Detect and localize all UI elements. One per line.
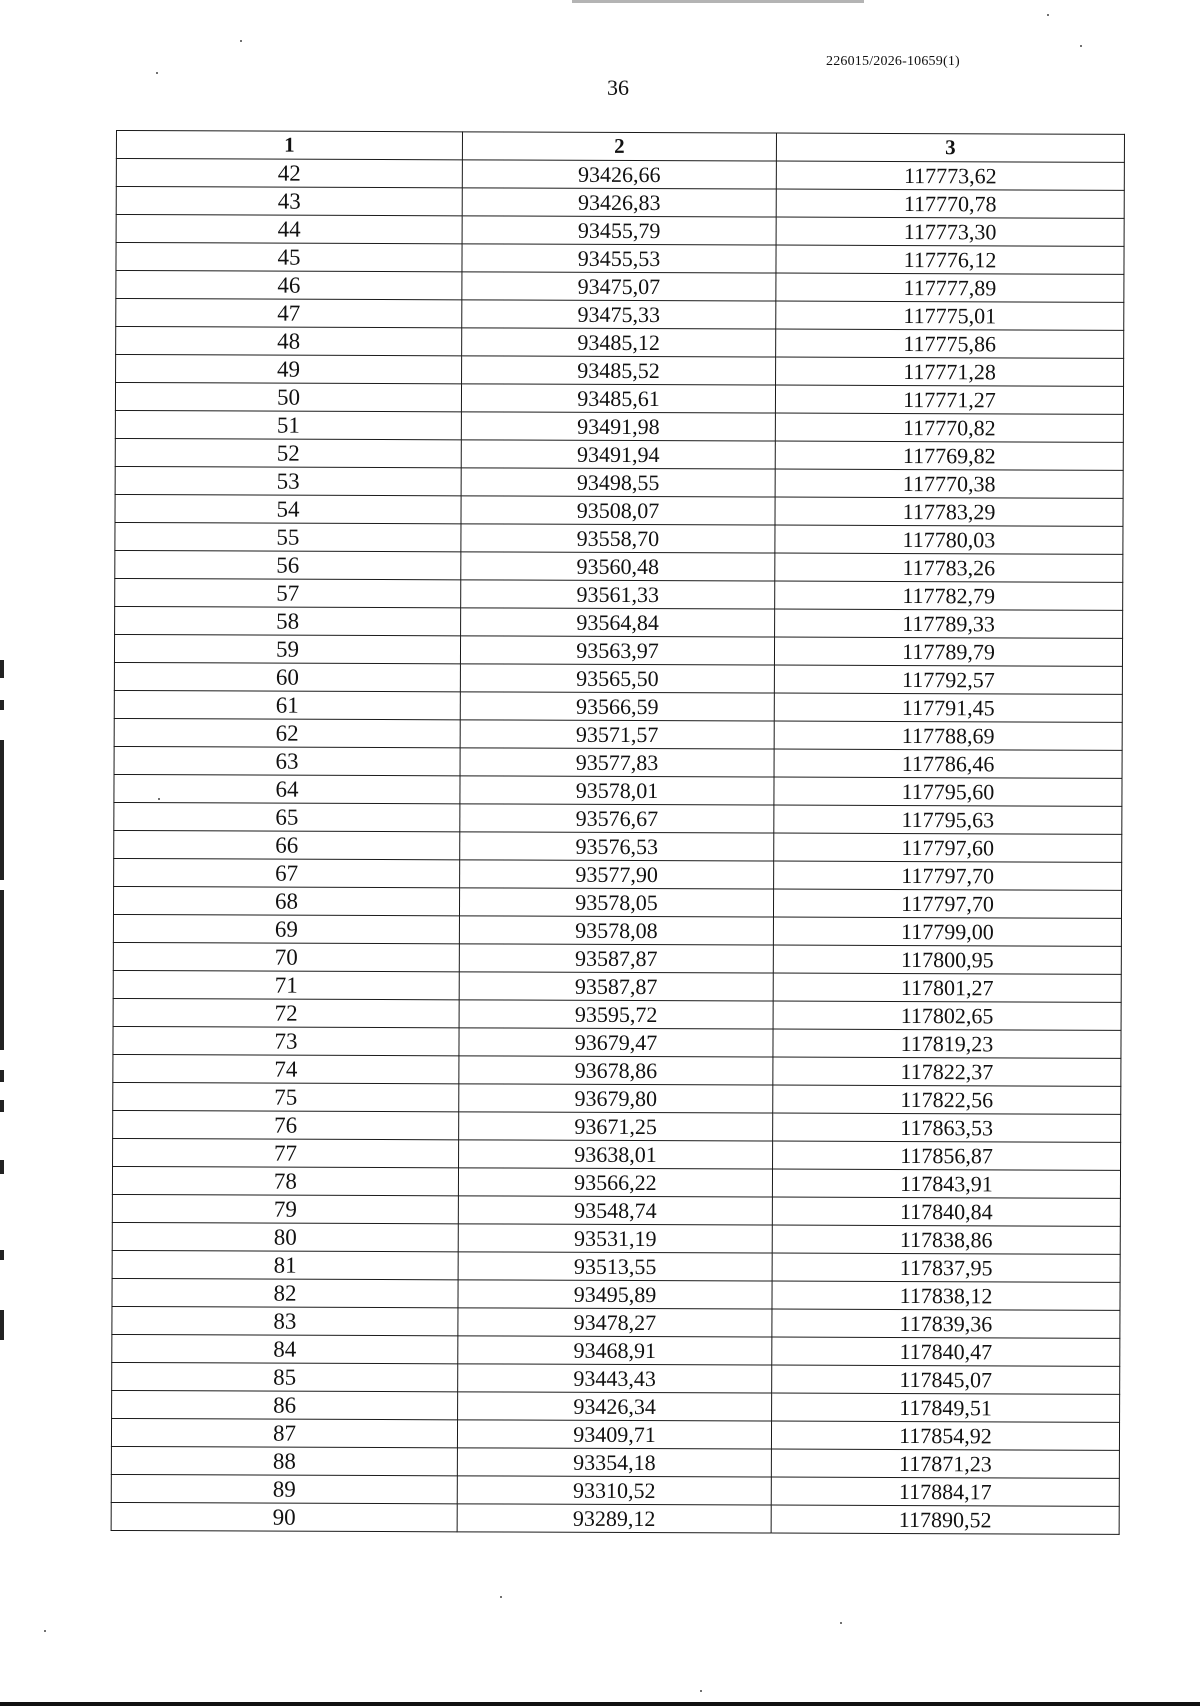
table-row xyxy=(114,830,1122,862)
x-coordinate-cell: 93671,25 xyxy=(459,1112,773,1141)
table-row xyxy=(113,1054,1121,1086)
table-row xyxy=(112,1334,1120,1366)
table-row xyxy=(111,1474,1119,1506)
table-row xyxy=(111,1502,1119,1534)
y-coordinate-cell: 117789,79 xyxy=(774,637,1122,666)
y-coordinate-cell: 117771,27 xyxy=(775,385,1123,414)
x-coordinate-cell: 93443,43 xyxy=(458,1364,772,1393)
point-number-cell: 53 xyxy=(115,466,461,495)
y-coordinate-cell: 117856,87 xyxy=(773,1141,1121,1170)
x-coordinate-cell: 93531,19 xyxy=(458,1224,772,1253)
page-number: 36 xyxy=(607,75,629,100)
table-row xyxy=(113,914,1121,946)
point-number-cell: 62 xyxy=(114,718,460,747)
column-header-2: 2 xyxy=(462,132,776,161)
table-row xyxy=(111,1418,1119,1450)
y-coordinate-cell: 117890,52 xyxy=(771,1505,1119,1534)
y-coordinate-cell: 117840,84 xyxy=(772,1197,1120,1226)
point-number-cell: 79 xyxy=(112,1194,458,1223)
table-row xyxy=(115,410,1123,442)
x-coordinate-cell: 93409,71 xyxy=(457,1420,771,1449)
table-row xyxy=(114,802,1122,834)
table-row xyxy=(116,215,1124,247)
point-number-cell: 47 xyxy=(116,299,462,328)
y-coordinate-cell: 117775,86 xyxy=(776,329,1124,358)
y-coordinate-cell: 117797,70 xyxy=(773,889,1121,918)
x-coordinate-cell: 93426,66 xyxy=(462,160,776,189)
x-coordinate-cell: 93566,59 xyxy=(460,692,774,721)
table-row xyxy=(115,438,1123,470)
y-coordinate-cell: 117788,69 xyxy=(774,721,1122,750)
table-row xyxy=(112,1362,1120,1394)
point-number-cell: 68 xyxy=(113,886,459,915)
point-number-cell: 71 xyxy=(113,970,459,999)
x-coordinate-cell: 93485,12 xyxy=(462,328,776,357)
x-coordinate-cell: 93513,55 xyxy=(458,1252,772,1281)
point-number-cell: 73 xyxy=(113,1026,459,1055)
coordinates-table xyxy=(111,130,1125,1535)
document-reference-number: 226015/2026-10659(1) xyxy=(826,54,960,69)
x-coordinate-cell: 93498,55 xyxy=(461,468,775,497)
y-coordinate-cell: 117777,89 xyxy=(776,273,1124,302)
table-row xyxy=(112,1306,1120,1338)
header-scan-artifact xyxy=(572,0,864,3)
x-coordinate-cell: 93558,70 xyxy=(461,524,775,553)
table-row xyxy=(115,578,1123,610)
table-row xyxy=(112,1194,1120,1226)
point-number-cell: 90 xyxy=(111,1502,457,1531)
x-coordinate-cell: 93565,50 xyxy=(460,664,774,693)
x-coordinate-cell: 93566,22 xyxy=(458,1168,772,1197)
x-coordinate-cell: 93478,27 xyxy=(458,1308,772,1337)
scan-speck xyxy=(500,1596,502,1598)
table-row xyxy=(114,858,1122,890)
point-number-cell: 55 xyxy=(115,522,461,551)
y-coordinate-cell: 117802,65 xyxy=(773,1001,1121,1030)
y-coordinate-cell: 117840,47 xyxy=(772,1337,1120,1366)
table-row xyxy=(112,1278,1120,1310)
x-coordinate-cell: 93426,83 xyxy=(462,188,776,217)
y-coordinate-cell: 117770,78 xyxy=(776,189,1124,218)
x-coordinate-cell: 93578,08 xyxy=(459,916,773,945)
table-row xyxy=(114,746,1122,778)
scan-speck xyxy=(240,40,242,42)
table-row xyxy=(116,327,1124,359)
x-coordinate-cell: 93455,79 xyxy=(462,216,776,245)
scan-speck xyxy=(1080,45,1082,47)
y-coordinate-cell: 117849,51 xyxy=(772,1393,1120,1422)
scan-speck xyxy=(44,1630,46,1632)
point-number-cell: 85 xyxy=(112,1362,458,1391)
y-coordinate-cell: 117843,91 xyxy=(772,1169,1120,1198)
table-row xyxy=(115,550,1123,582)
table-header xyxy=(116,131,1124,163)
point-number-cell: 61 xyxy=(114,690,460,719)
table-header-row xyxy=(116,131,1124,163)
table-row xyxy=(115,522,1123,554)
point-number-cell: 45 xyxy=(116,243,462,272)
x-coordinate-cell: 93576,53 xyxy=(460,832,774,861)
x-coordinate-cell: 93495,89 xyxy=(458,1280,772,1309)
x-coordinate-cell: 93548,74 xyxy=(458,1196,772,1225)
x-coordinate-cell: 93560,48 xyxy=(461,552,775,581)
scan-speck xyxy=(1047,14,1049,16)
y-coordinate-cell: 117773,62 xyxy=(776,161,1124,190)
table-row xyxy=(116,159,1124,191)
y-coordinate-cell: 117871,23 xyxy=(771,1449,1119,1478)
table-row xyxy=(113,886,1121,918)
y-coordinate-cell: 117770,82 xyxy=(775,413,1123,442)
x-coordinate-cell: 93679,47 xyxy=(459,1028,773,1057)
scan-edge-mark xyxy=(0,660,4,678)
y-coordinate-cell: 117819,23 xyxy=(773,1029,1121,1058)
point-number-cell: 86 xyxy=(112,1390,458,1419)
y-coordinate-cell: 117797,70 xyxy=(774,861,1122,890)
y-coordinate-cell: 117839,36 xyxy=(772,1309,1120,1338)
point-number-cell: 83 xyxy=(112,1306,458,1335)
table-row xyxy=(112,1250,1120,1282)
y-coordinate-cell: 117791,45 xyxy=(774,693,1122,722)
point-number-cell: 76 xyxy=(113,1110,459,1139)
point-number-cell: 66 xyxy=(114,830,460,859)
scan-edge-mark xyxy=(0,890,4,1050)
scan-edge-mark xyxy=(0,1070,4,1082)
table-row xyxy=(115,383,1123,415)
table-row xyxy=(116,187,1124,219)
x-coordinate-cell: 93426,34 xyxy=(458,1392,772,1421)
y-coordinate-cell: 117780,03 xyxy=(775,525,1123,554)
table-row xyxy=(112,1390,1120,1422)
table-body xyxy=(111,159,1124,1535)
x-coordinate-cell: 93485,52 xyxy=(462,356,776,385)
y-coordinate-cell: 117773,30 xyxy=(776,217,1124,246)
point-number-cell: 43 xyxy=(116,187,462,216)
y-coordinate-cell: 117771,28 xyxy=(776,357,1124,386)
table-row xyxy=(116,355,1124,387)
table-row xyxy=(113,970,1121,1002)
point-number-cell: 74 xyxy=(113,1054,459,1083)
x-coordinate-cell: 93468,91 xyxy=(458,1336,772,1365)
y-coordinate-cell: 117775,01 xyxy=(776,301,1124,330)
x-coordinate-cell: 93595,72 xyxy=(459,1000,773,1029)
point-number-cell: 51 xyxy=(115,410,461,439)
y-coordinate-cell: 117801,27 xyxy=(773,973,1121,1002)
x-coordinate-cell: 93578,01 xyxy=(460,776,774,805)
point-number-cell: 89 xyxy=(111,1474,457,1503)
point-number-cell: 82 xyxy=(112,1278,458,1307)
y-coordinate-cell: 117854,92 xyxy=(771,1421,1119,1450)
x-coordinate-cell: 93475,33 xyxy=(462,300,776,329)
y-coordinate-cell: 117769,82 xyxy=(775,441,1123,470)
table-row xyxy=(115,606,1123,638)
table-row xyxy=(113,1026,1121,1058)
table-row xyxy=(113,1110,1121,1142)
y-coordinate-cell: 117884,17 xyxy=(771,1477,1119,1506)
scan-edge-mark xyxy=(0,1100,4,1112)
table-row xyxy=(113,998,1121,1030)
table-row xyxy=(116,243,1124,275)
scan-edge-mark xyxy=(0,1250,4,1260)
y-coordinate-cell: 117776,12 xyxy=(776,245,1124,274)
x-coordinate-cell: 93455,53 xyxy=(462,244,776,273)
table-row xyxy=(114,662,1122,694)
x-coordinate-cell: 93587,87 xyxy=(459,972,773,1001)
point-number-cell: 58 xyxy=(115,606,461,635)
table-row xyxy=(113,1082,1121,1114)
table-row xyxy=(115,494,1123,526)
point-number-cell: 67 xyxy=(114,858,460,887)
table-row xyxy=(113,942,1121,974)
point-number-cell: 57 xyxy=(115,578,461,607)
x-coordinate-cell: 93491,94 xyxy=(461,440,775,469)
x-coordinate-cell: 93485,61 xyxy=(461,384,775,413)
x-coordinate-cell: 93576,67 xyxy=(460,804,774,833)
x-coordinate-cell: 93491,98 xyxy=(461,412,775,441)
scan-speck xyxy=(156,72,158,74)
table-row xyxy=(113,1138,1121,1170)
table-row xyxy=(114,634,1122,666)
point-number-cell: 64 xyxy=(114,774,460,803)
scan-speck xyxy=(700,1690,702,1692)
x-coordinate-cell: 93475,07 xyxy=(462,272,776,301)
point-number-cell: 54 xyxy=(115,494,461,523)
y-coordinate-cell: 117838,12 xyxy=(772,1281,1120,1310)
table-row xyxy=(114,774,1122,806)
table-row xyxy=(115,466,1123,498)
x-coordinate-cell: 93577,90 xyxy=(460,860,774,889)
point-number-cell: 78 xyxy=(112,1166,458,1195)
x-coordinate-cell: 93638,01 xyxy=(459,1140,773,1169)
x-coordinate-cell: 93561,33 xyxy=(461,580,775,609)
point-number-cell: 49 xyxy=(116,355,462,384)
point-number-cell: 48 xyxy=(116,327,462,356)
point-number-cell: 65 xyxy=(114,802,460,831)
y-coordinate-cell: 117795,60 xyxy=(774,777,1122,806)
point-number-cell: 88 xyxy=(111,1446,457,1475)
point-number-cell: 59 xyxy=(114,634,460,663)
table-row xyxy=(112,1166,1120,1198)
x-coordinate-cell: 93678,86 xyxy=(459,1056,773,1085)
x-coordinate-cell: 93587,87 xyxy=(459,944,773,973)
y-coordinate-cell: 117786,46 xyxy=(774,749,1122,778)
scan-edge-mark xyxy=(0,1160,4,1174)
column-header-3: 3 xyxy=(776,133,1124,162)
point-number-cell: 46 xyxy=(116,271,462,300)
table-row xyxy=(114,690,1122,722)
point-number-cell: 50 xyxy=(115,383,461,412)
y-coordinate-cell: 117792,57 xyxy=(774,665,1122,694)
y-coordinate-cell: 117789,33 xyxy=(775,609,1123,638)
x-coordinate-cell: 93578,05 xyxy=(459,888,773,917)
point-number-cell: 56 xyxy=(115,550,461,579)
x-coordinate-cell: 93679,80 xyxy=(459,1084,773,1113)
point-number-cell: 81 xyxy=(112,1250,458,1279)
scan-speck xyxy=(840,1622,842,1624)
y-coordinate-cell: 117845,07 xyxy=(772,1365,1120,1394)
point-number-cell: 80 xyxy=(112,1222,458,1251)
y-coordinate-cell: 117800,95 xyxy=(773,945,1121,974)
table-row xyxy=(116,299,1124,331)
point-number-cell: 60 xyxy=(114,662,460,691)
y-coordinate-cell: 117822,56 xyxy=(773,1085,1121,1114)
x-coordinate-cell: 93564,84 xyxy=(461,608,775,637)
y-coordinate-cell: 117783,26 xyxy=(775,553,1123,582)
scan-edge-mark xyxy=(0,700,4,710)
scan-speck xyxy=(158,798,160,800)
y-coordinate-cell: 117822,37 xyxy=(773,1057,1121,1086)
point-number-cell: 42 xyxy=(116,159,462,188)
y-coordinate-cell: 117783,29 xyxy=(775,497,1123,526)
x-coordinate-cell: 93563,97 xyxy=(460,636,774,665)
scan-edge-mark xyxy=(0,740,4,880)
point-number-cell: 70 xyxy=(113,942,459,971)
table-row xyxy=(112,1222,1120,1254)
x-coordinate-cell: 93577,83 xyxy=(460,748,774,777)
y-coordinate-cell: 117770,38 xyxy=(775,469,1123,498)
point-number-cell: 75 xyxy=(113,1082,459,1111)
x-coordinate-cell: 93571,57 xyxy=(460,720,774,749)
point-number-cell: 44 xyxy=(116,215,462,244)
point-number-cell: 69 xyxy=(113,914,459,943)
point-number-cell: 72 xyxy=(113,998,459,1027)
y-coordinate-cell: 117795,63 xyxy=(774,805,1122,834)
y-coordinate-cell: 117797,60 xyxy=(774,833,1122,862)
x-coordinate-cell: 93508,07 xyxy=(461,496,775,525)
point-number-cell: 84 xyxy=(112,1334,458,1363)
y-coordinate-cell: 117838,86 xyxy=(772,1225,1120,1254)
point-number-cell: 63 xyxy=(114,746,460,775)
y-coordinate-cell: 117782,79 xyxy=(775,581,1123,610)
point-number-cell: 52 xyxy=(115,438,461,467)
x-coordinate-cell: 93310,52 xyxy=(457,1476,771,1505)
point-number-cell: 77 xyxy=(113,1138,459,1167)
table-row xyxy=(111,1446,1119,1478)
column-header-1: 1 xyxy=(116,131,462,160)
y-coordinate-cell: 117863,53 xyxy=(773,1113,1121,1142)
bottom-scan-edge xyxy=(0,1702,1200,1706)
y-coordinate-cell: 117799,00 xyxy=(773,917,1121,946)
scan-edge-mark xyxy=(0,1310,4,1340)
table-row xyxy=(116,271,1124,303)
x-coordinate-cell: 93289,12 xyxy=(457,1504,771,1533)
table-row xyxy=(114,718,1122,750)
point-number-cell: 87 xyxy=(111,1418,457,1447)
x-coordinate-cell: 93354,18 xyxy=(457,1448,771,1477)
y-coordinate-cell: 117837,95 xyxy=(772,1253,1120,1282)
